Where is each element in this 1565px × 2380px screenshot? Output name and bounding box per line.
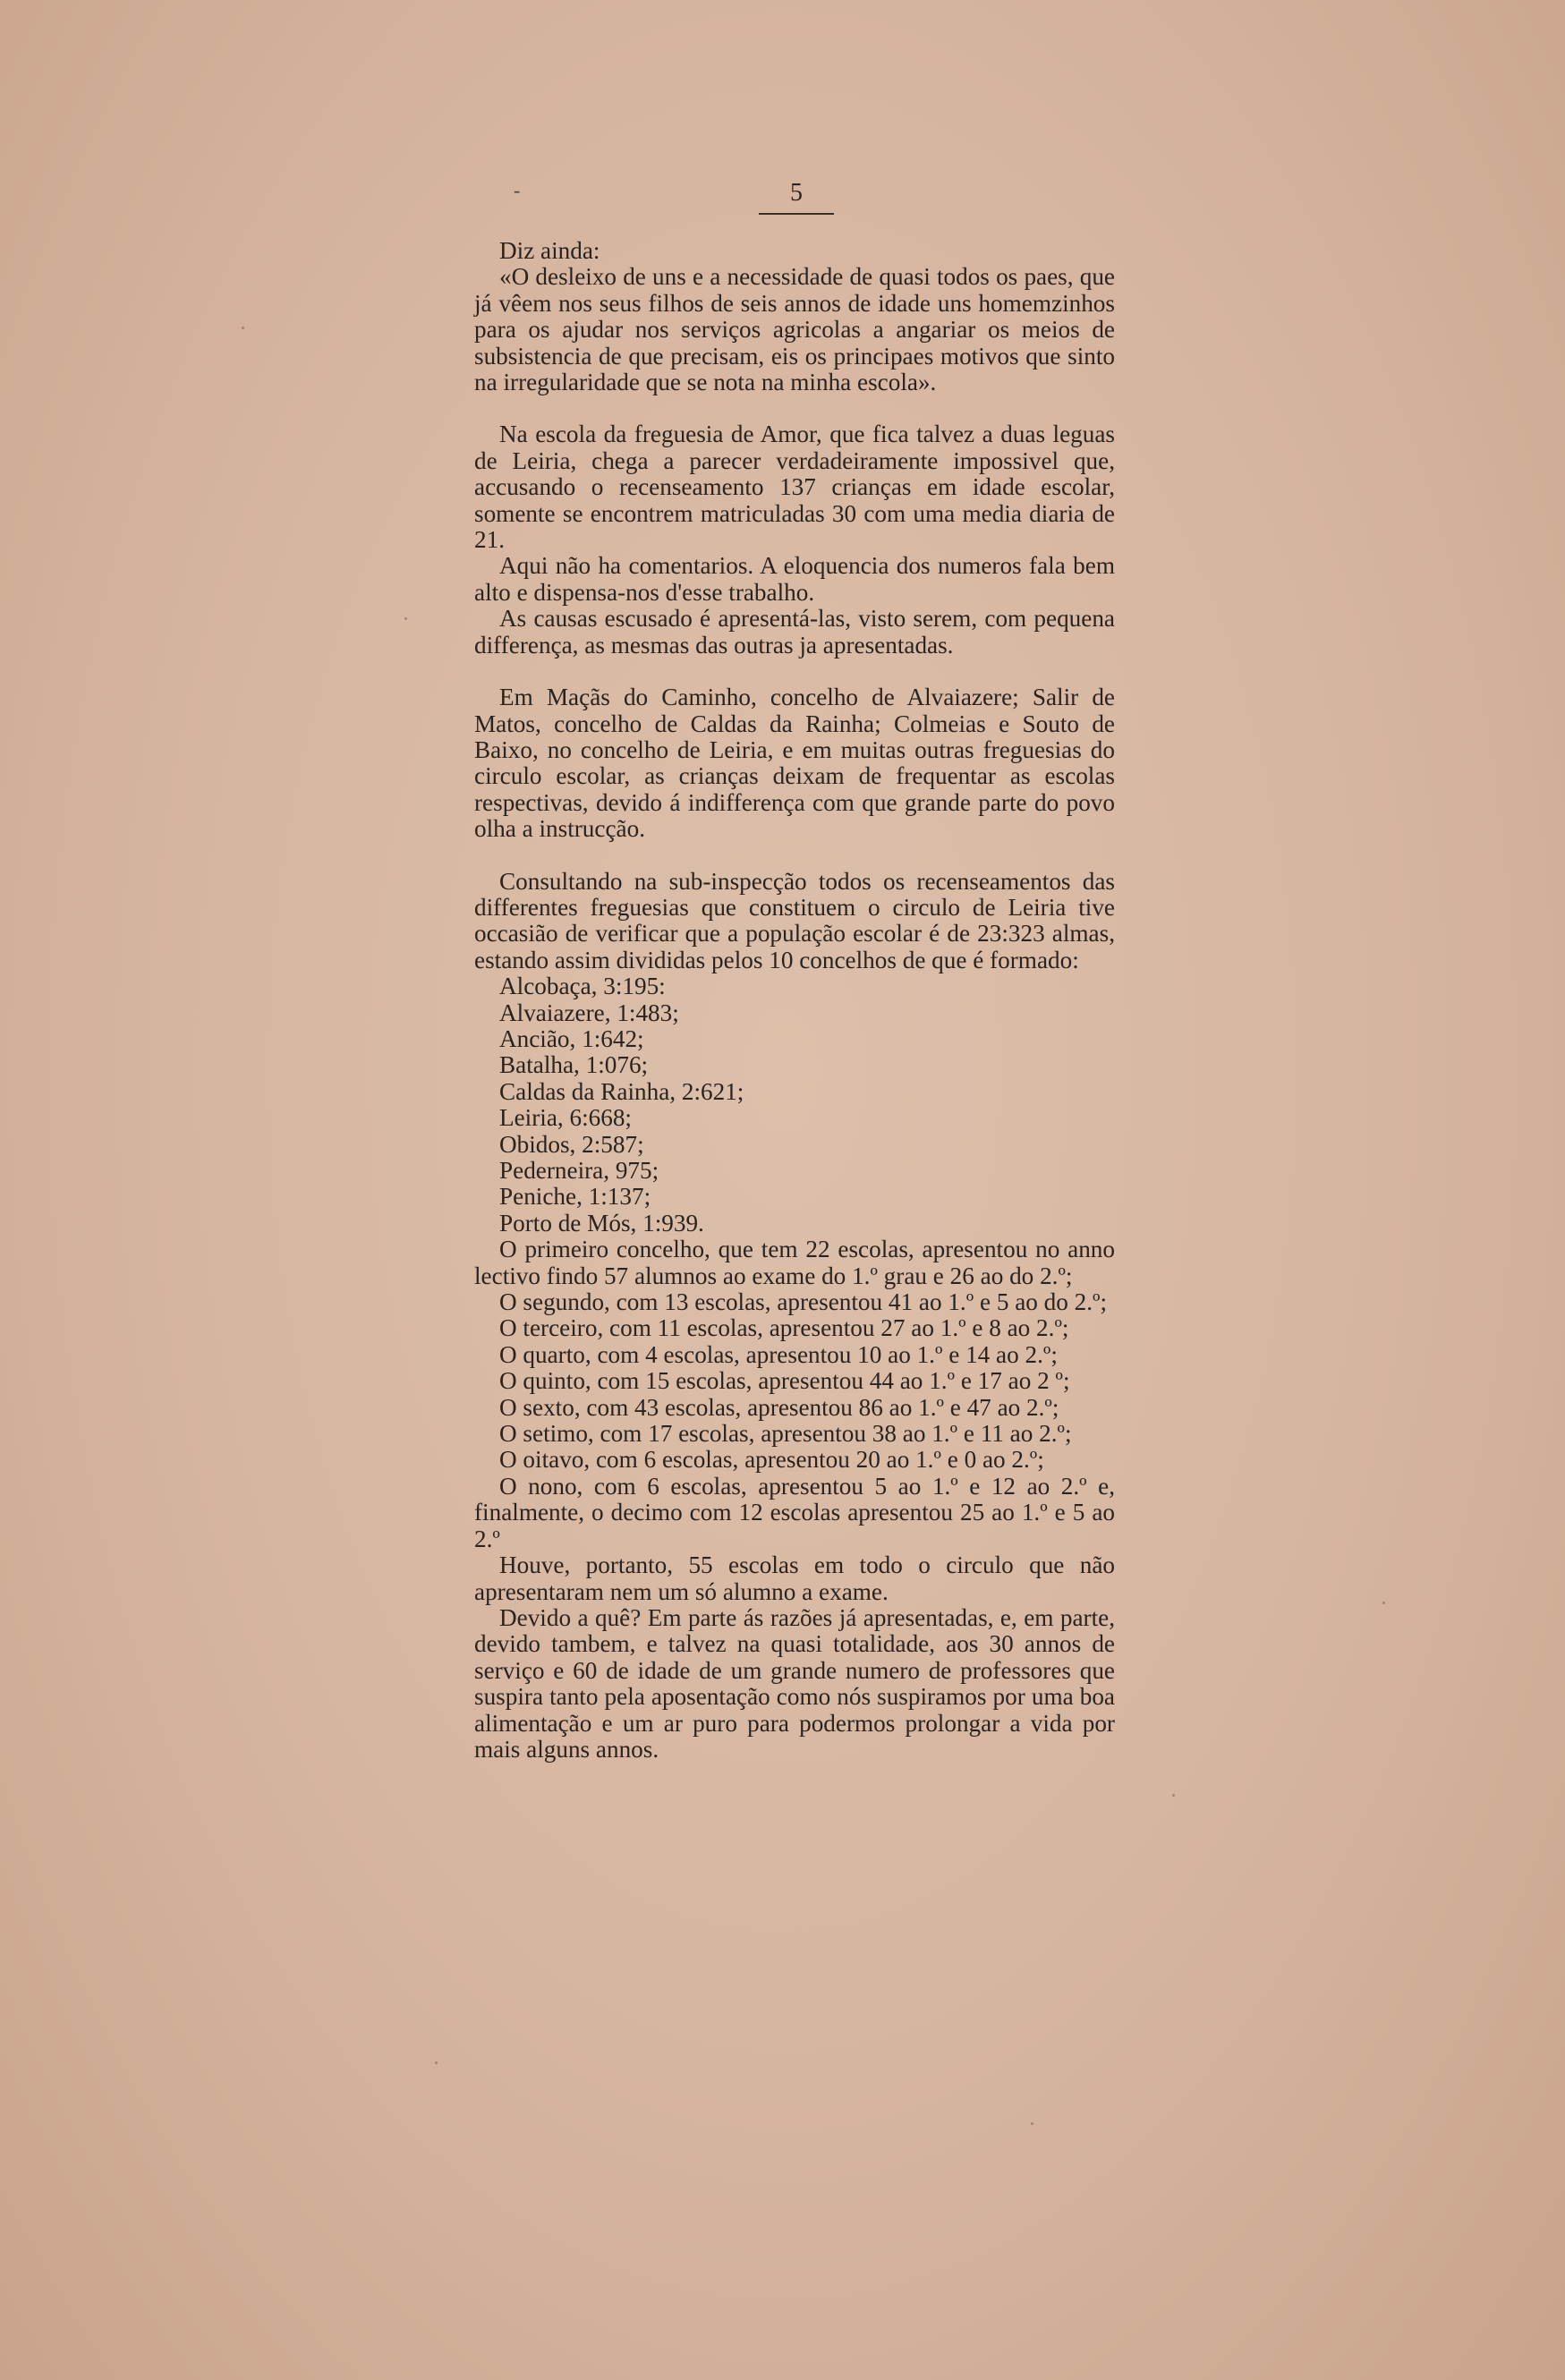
paper-speck	[1382, 1602, 1385, 1604]
concelho-item: Caldas da Rainha, 2:621;	[499, 1077, 744, 1105]
paragraph-causas: As causas escusado é apresentá-las, visto serem, com pequena differença, as mesmas das outras ja apresentadas.	[474, 605, 1115, 659]
paragraph-devido: Devido a quê? Em parte ás razões já apresentadas, e, em parte, devido tambem, e talvez na quasi totalidade, aos 30 annos de serviço e 60 de idade de um grande numero de professores que suspira tanto pela aposentação como nós suspiramos por uma boa alimentação e um ar puro para podermos prolongar a vida por mais alguns annos.	[474, 1603, 1115, 1763]
concelho-item: Ancião, 1:642;	[499, 1024, 644, 1052]
paragraph-comentarios: Aqui não ha comentarios. A eloquencia dos numeros fala bem alto e dispensa-nos d'esse trabalho.	[474, 552, 1115, 606]
exame-paragraph: O terceiro, com 11 escolas, apresentou 27 ao 1.º e 8 ao 2.º;	[499, 1314, 1069, 1342]
exame-paragraph: O quinto, com 15 escolas, apresentou 44 ao 1.º e 17 ao 2 º;	[499, 1367, 1070, 1395]
concelho-item: Batalha, 1:076;	[499, 1051, 649, 1079]
paragraph-amor: Na escola da freguesia de Amor, que fica talvez a duas leguas de Leiria, chega a parecer verdadeiramente impossivel que, accusando o recenseamento 137 crianças em idade escolar, somente se encontrem matriculadas 30 com uma media diaria de 21.	[474, 421, 1115, 554]
paragraph-quote: «O desleixo de uns e a necessidade de quasi todos os paes, que já vêem nos seus filhos de seis annos de idade uns homemzinhos para os ajudar nos serviços agricolas a angariar os meios de subsistencia de que precisam, eis os principaes motivos que sinto na irregularidade que se nota na minha escola».	[474, 263, 1115, 396]
concelho-item: Alcobaça, 3:195:	[499, 973, 666, 1000]
concelho-item: Obidos, 2:587;	[499, 1130, 644, 1158]
concelho-item: Leiria, 6:668;	[499, 1104, 632, 1132]
paper-speck	[1172, 1794, 1175, 1797]
exame-paragraph: O quarto, com 4 escolas, apresentou 10 ao 1.º e 14 ao 2.º;	[499, 1340, 1058, 1368]
paragraph-intro: Diz ainda:	[499, 237, 600, 264]
paper-speck	[242, 327, 244, 329]
paper-speck	[435, 2061, 438, 2064]
paragraph-houve: Houve, portanto, 55 escolas em todo o circulo que não apresentaram nem um só alumno a exame.	[474, 1551, 1115, 1605]
exame-paragraph: O oitavo, com 6 escolas, apresentou 20 ao 1.º e 0 ao 2.º;	[499, 1446, 1044, 1474]
concelho-item: Peniche, 1:137;	[499, 1183, 651, 1211]
concelhos-list	[474, 973, 1115, 1237]
exame-paragraph: O segundo, com 13 escolas, apresentou 41 ao 1.º e 5 ao do 2.º;	[499, 1288, 1108, 1316]
concelho-item: Pederneira, 975;	[499, 1157, 659, 1184]
exame-paragraph: O nono, com 6 escolas, apresentou 5 ao 1.º e 12 ao 2.º e, finalmente, o decimo com 12 escolas apresentou 25 ao 1.º e 5 ao 2.º	[474, 1472, 1115, 1552]
concelho-item: Alvaiazere, 1:483;	[499, 999, 679, 1026]
paper-speck	[1031, 2122, 1033, 2125]
exame-paragraph: O primeiro concelho, que tem 22 escolas, apresentou no anno lectivo findo 57 alumnos ao exame do 1.º grau e 26 ao do 2.º;	[474, 1236, 1115, 1289]
page-number-rule	[759, 213, 834, 215]
exame-paragraph: O sexto, com 43 escolas, apresentou 86 ao 1.º e 47 ao 2.º;	[499, 1393, 1059, 1421]
concelho-item: Porto de Mós, 1:939.	[499, 1209, 704, 1237]
exame-paragraph: O setimo, com 17 escolas, apresentou 38 ao 1.º e 11 ao 2.º;	[499, 1420, 1072, 1448]
paragraph-consultando: Consultando na sub-inspecção todos os recenseamentos das differentes freguesias que constituem o circulo de Leiria tive occasião de verificar que a população escolar é de 23:323 almas, estando assim divididas pelos 10 concelhos de que é formado:	[474, 867, 1115, 973]
paper-speck	[404, 617, 407, 620]
stray-mark: -	[514, 179, 521, 201]
page-number: 5	[790, 179, 803, 207]
paragraph-macas: Em Maçãs do Caminho, concelho de Alvaiazere; Salir de Matos, concelho de Caldas da Rainha; Colmeias e Souto de Baixo, no concelho de Leiria, e em muitas outras freguesias do circulo escolar, as crianças deixam de frequentar as escolas respectivas, devido á indifferença com que grande parte do povo olha a instrucção.	[474, 684, 1115, 843]
page-body	[474, 238, 1115, 1763]
